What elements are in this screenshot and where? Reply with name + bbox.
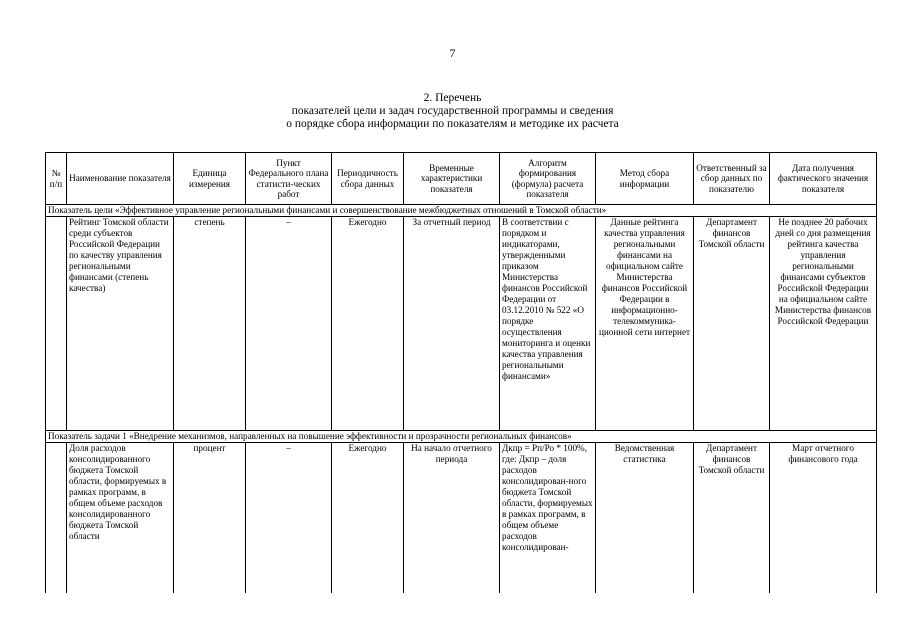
row1-date: Не позднее 20 рабочих дней со дня размещения рейтинга качества управления региональными финансами субъектов Российской Федерации на официальном сайте Министерства финансов Российской Федерации bbox=[770, 217, 877, 431]
row2-date: Март отчетного финансового года bbox=[770, 443, 877, 593]
heading-line-1: 2. Перечень bbox=[423, 92, 482, 104]
goal-indicator-title: Показатель цели «Эффективное управление региональными финансами и совершенствование межбюджетных отношений в Томской области» bbox=[46, 205, 877, 217]
header-period: Периодичность сбора данных bbox=[332, 153, 404, 205]
row1-method: Данные рейтинга качества управления региональными финансами на официальном сайте Министерства финансов Российской Федерации в информационно-телекоммуника-ционной сети интернет bbox=[596, 217, 694, 431]
row1-time: За отчетный период bbox=[404, 217, 500, 431]
row1-num bbox=[46, 217, 67, 431]
header-algorithm: Алгоритм формирования (формула) расчета показателя bbox=[500, 153, 596, 205]
header-unit: Единица измерения bbox=[174, 153, 246, 205]
row2-num bbox=[46, 443, 67, 593]
table-row bbox=[46, 217, 877, 431]
header-num: № п/п bbox=[46, 153, 67, 205]
row1-plan-item: – bbox=[246, 217, 332, 431]
header-name: Наименование показателя bbox=[67, 153, 174, 205]
document-heading bbox=[0, 92, 905, 131]
row2-name: Доля расходов консолидированного бюджета Томской области, формируемых в рамках программ, в общем объеме расходов консолидированного бюджета Томской области bbox=[67, 443, 174, 593]
header-plan-item: Пункт Федерального плана статисти-ческих работ bbox=[246, 153, 332, 205]
row2-period: Ежегодно bbox=[332, 443, 404, 593]
header-row bbox=[46, 153, 877, 205]
header-method: Метод сбора информации bbox=[596, 153, 694, 205]
row2-unit: процент bbox=[174, 443, 246, 593]
row2-algorithm: Дкпр = Рп/Ро * 100%, где: Дкпр – доля расходов консолидирован-ного бюджета Томской области, формируемых в рамках программ, в общем объеме расходов консолидирован- bbox=[500, 443, 596, 593]
row1-period: Ежегодно bbox=[332, 217, 404, 431]
heading-line-2: показателей цели и задач государственной программы и сведения bbox=[291, 105, 614, 117]
table-row bbox=[46, 443, 877, 593]
row2-time: На начало отчетного периода bbox=[404, 443, 500, 593]
page-number: 7 bbox=[449, 46, 456, 60]
row1-unit: степень bbox=[174, 217, 246, 431]
row1-algorithm: В соответствии с порядком и индикаторами, утвержденными приказом Министерства финансов Российской Федерации от 03.12.2010 № 522 «О порядке осуществления мониторинга и оценки качества управления региональными финансами» bbox=[500, 217, 596, 431]
row2-responsible: Департамент финансов Томской области bbox=[694, 443, 770, 593]
task1-indicator-title: Показатель задачи 1 «Внедрение механизмов, направленных на повышение эффективности и прозрачности региональных финансов» bbox=[46, 431, 877, 443]
header-responsible: Ответственный за сбор данных по показателю bbox=[694, 153, 770, 205]
row2-method: Ведомственная статистика bbox=[596, 443, 694, 593]
header-date: Дата получения фактического значения показателя bbox=[770, 153, 877, 205]
row1-name: Рейтинг Томской области среди субъектов Российской Федерации по качеству управления региональными финансами (степень качества) bbox=[67, 217, 174, 431]
indicators-table bbox=[45, 152, 877, 593]
heading-line-3: о порядке сбора информации по показателям и методике их расчета bbox=[286, 118, 619, 130]
task1-indicator-row bbox=[46, 431, 877, 443]
row1-responsible: Департамент финансов Томской области bbox=[694, 217, 770, 431]
goal-indicator-row bbox=[46, 205, 877, 217]
header-time: Временные характеристики показателя bbox=[404, 153, 500, 205]
row2-plan-item: – bbox=[246, 443, 332, 593]
